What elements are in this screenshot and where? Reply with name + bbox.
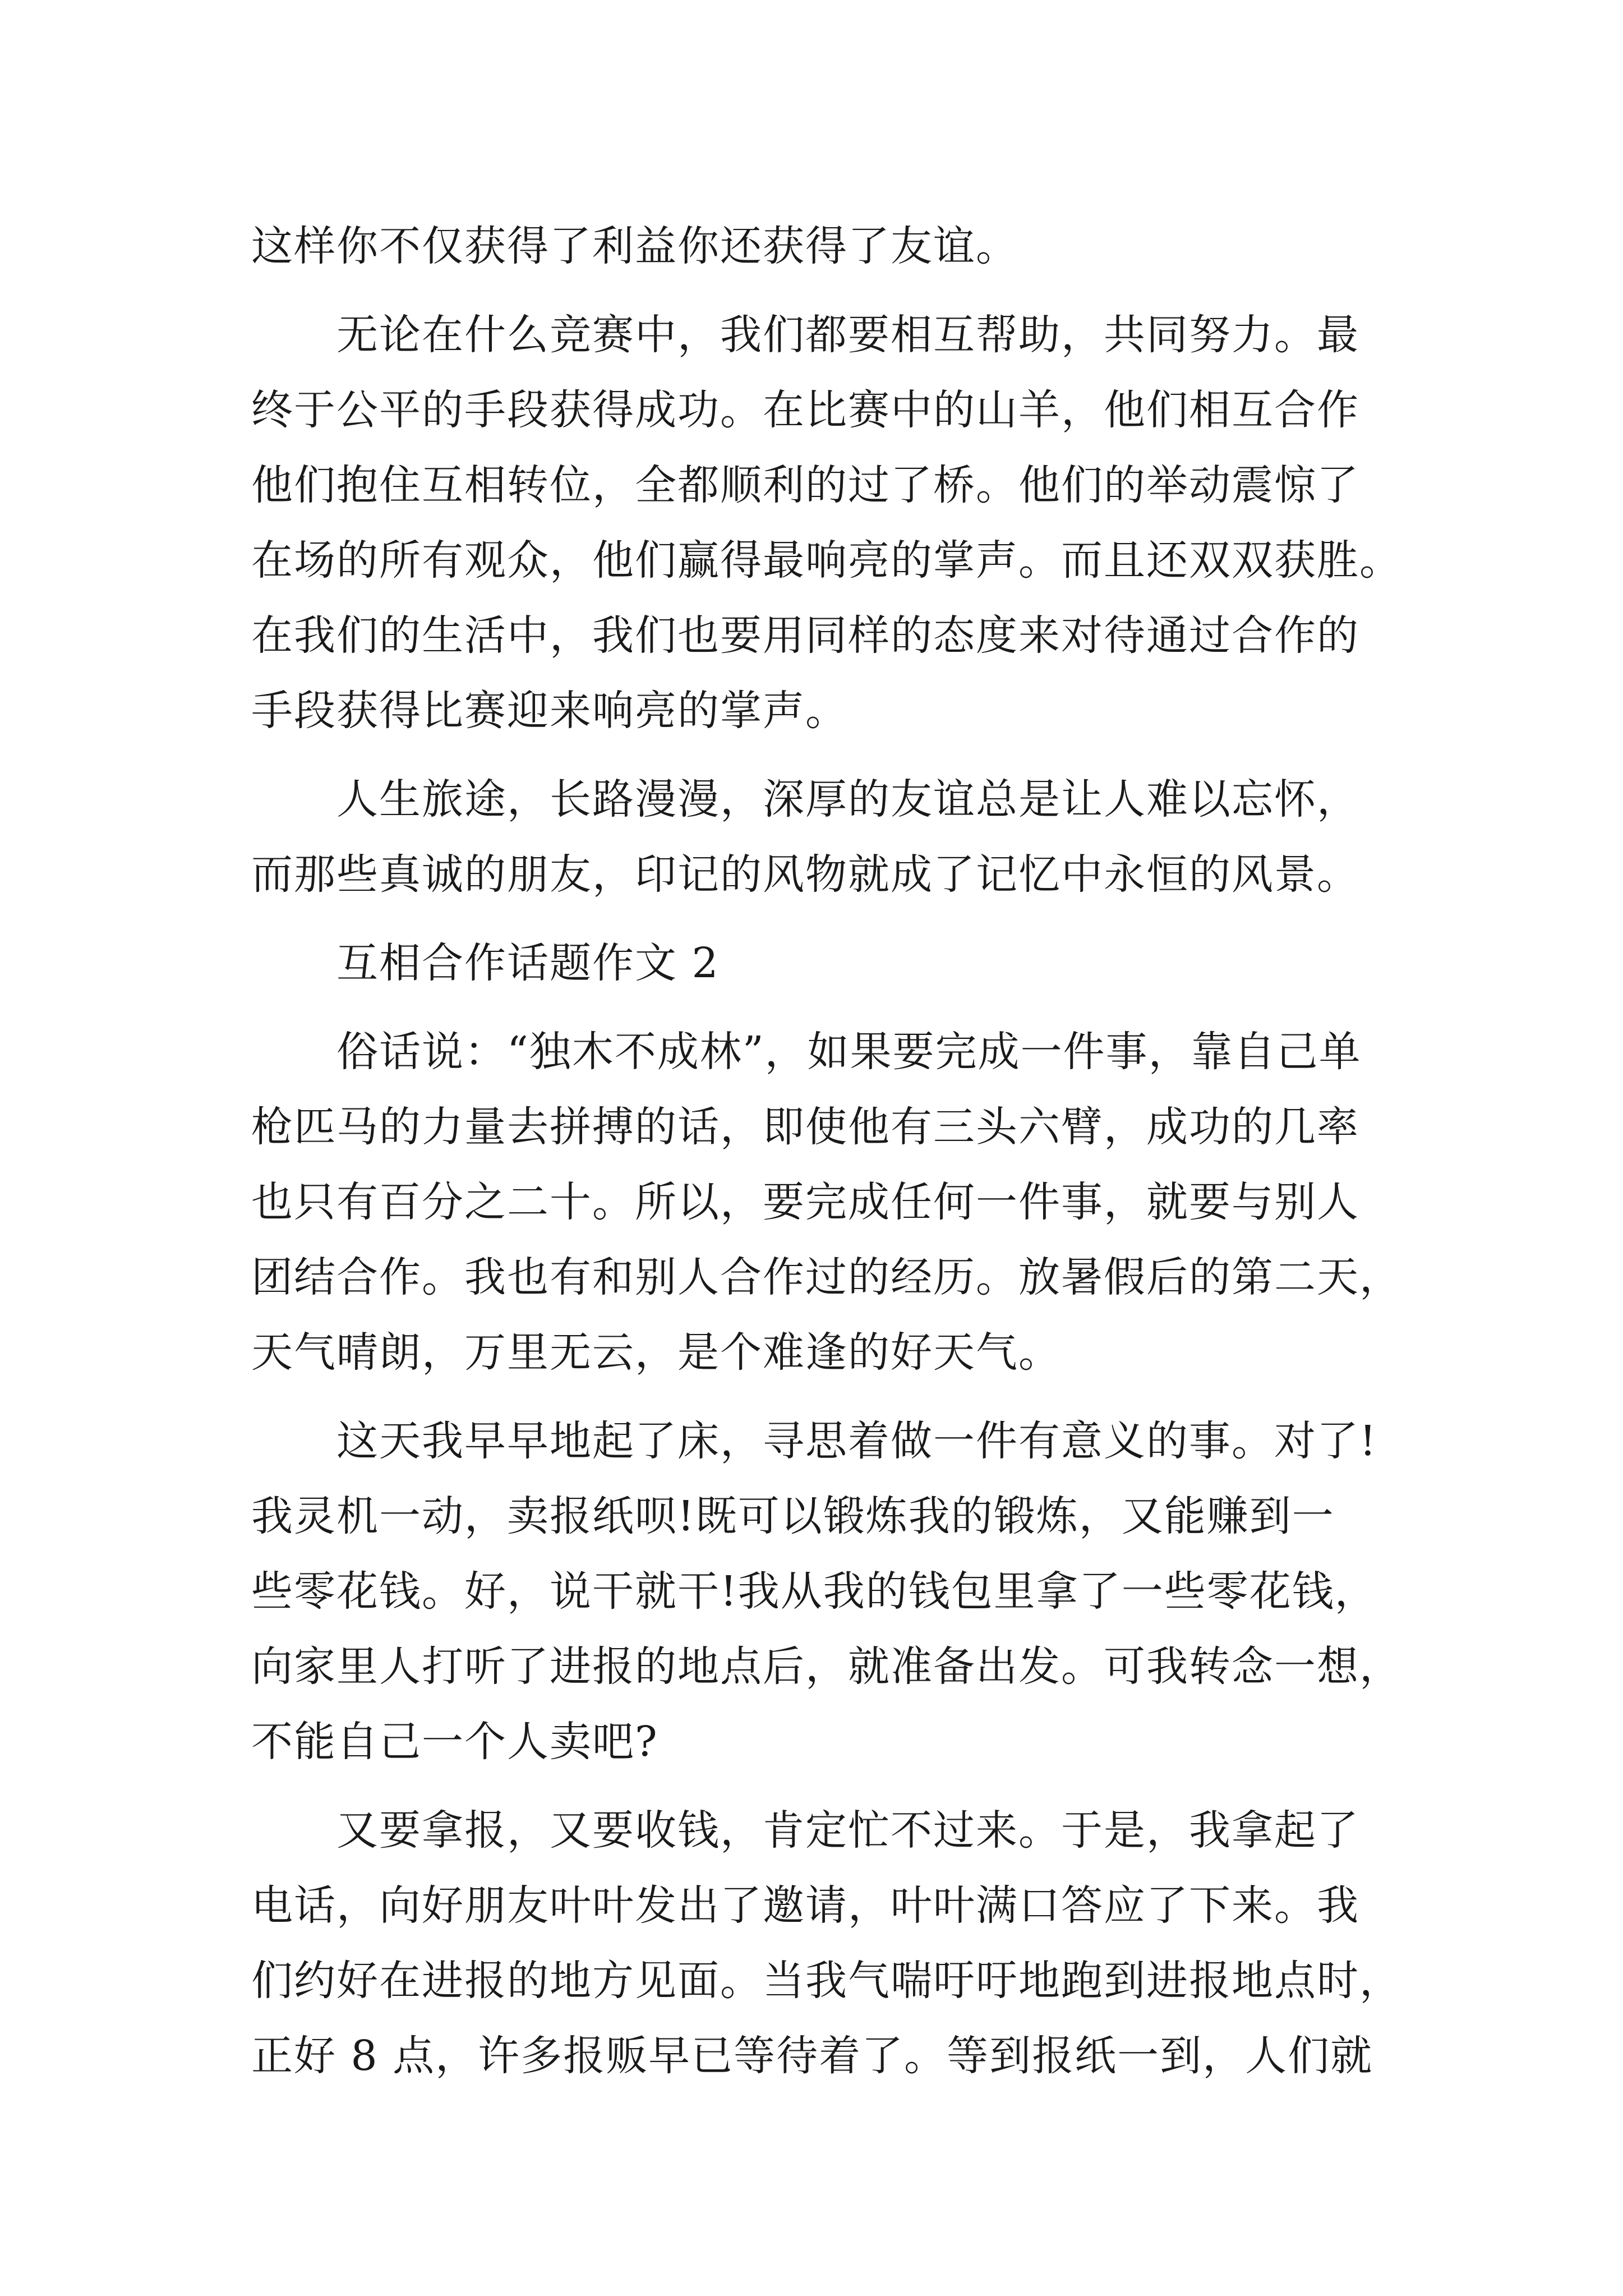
text-line: 团结合作。我也有和别人合作过的经历。放暑假后的第二天， <box>251 1253 1402 1301</box>
text-line: 他们抱住互相转位，全都顺利的过了桥。他们的举动震惊了 <box>251 461 1359 509</box>
text-line: 正好 8 点，许多报贩早已等待着了。等到报纸一到，人们就 <box>251 2032 1373 2080</box>
document-body <box>251 209 1402 2093</box>
text-line: 些零花钱。好，说干就干!我从我的钱包里拿了一些零花钱， <box>251 1567 1377 1616</box>
text-line: 终于公平的手段获得成功。在比赛中的山羊，他们相互合作 <box>251 386 1359 434</box>
text-line: 这天我早早地起了床，寻思着做一件有意义的事。对了! <box>251 1417 1377 1465</box>
text-line: 在我们的生活中，我们也要用同样的态度来对待通过合作的 <box>251 611 1359 660</box>
text-line: 无论在什么竞赛中，我们都要相互帮助，共同努力。最 <box>251 311 1359 359</box>
text-line: 手段获得比赛迎来响亮的掌声。 <box>251 687 848 735</box>
section-heading: 互相合作话题作文 2 <box>251 939 720 987</box>
text-line: 在场的所有观众，他们赢得最响亮的掌声。而且还双双获胜。 <box>251 536 1402 585</box>
text-line: 枪匹马的力量去拼搏的话，即使他有三头六臂，成功的几率 <box>251 1103 1359 1151</box>
text-line: 我灵机一动，卖报纸呗!既可以锻炼我的锻炼，又能赚到一 <box>251 1492 1335 1540</box>
text-line: 也只有百分之二十。所以，要完成任何一件事，就要与别人 <box>251 1178 1359 1226</box>
text-line: 不能自己一个人卖吧? <box>251 1718 658 1766</box>
text-line: 而那些真诚的朋友，印记的风物就成了记忆中永恒的风景。 <box>251 850 1359 899</box>
text-line: 俗话说：“独木不成林”，如果要完成一件事，靠自己单 <box>251 1028 1362 1076</box>
text-line: 人生旅途，长路漫漫，深厚的友谊总是让人难以忘怀， <box>251 775 1359 823</box>
text-line: 向家里人打听了进报的地点后，就准备出发。可我转念一想， <box>251 1642 1402 1691</box>
text-line: 电话，向好朋友叶叶发出了邀请，叶叶满口答应了下来。我 <box>251 1881 1359 1930</box>
text-line: 们约好在进报的地方见面。当我气喘吁吁地跑到进报地点时， <box>251 1957 1402 2005</box>
text-line: 又要拿报，又要收钱，肯定忙不过来。于是，我拿起了 <box>251 1806 1359 1855</box>
text-line: 这样你不仅获得了利益你还获得了友谊。 <box>251 222 1018 270</box>
text-line: 天气晴朗，万里无云，是个难逢的好天气。 <box>251 1328 1061 1377</box>
